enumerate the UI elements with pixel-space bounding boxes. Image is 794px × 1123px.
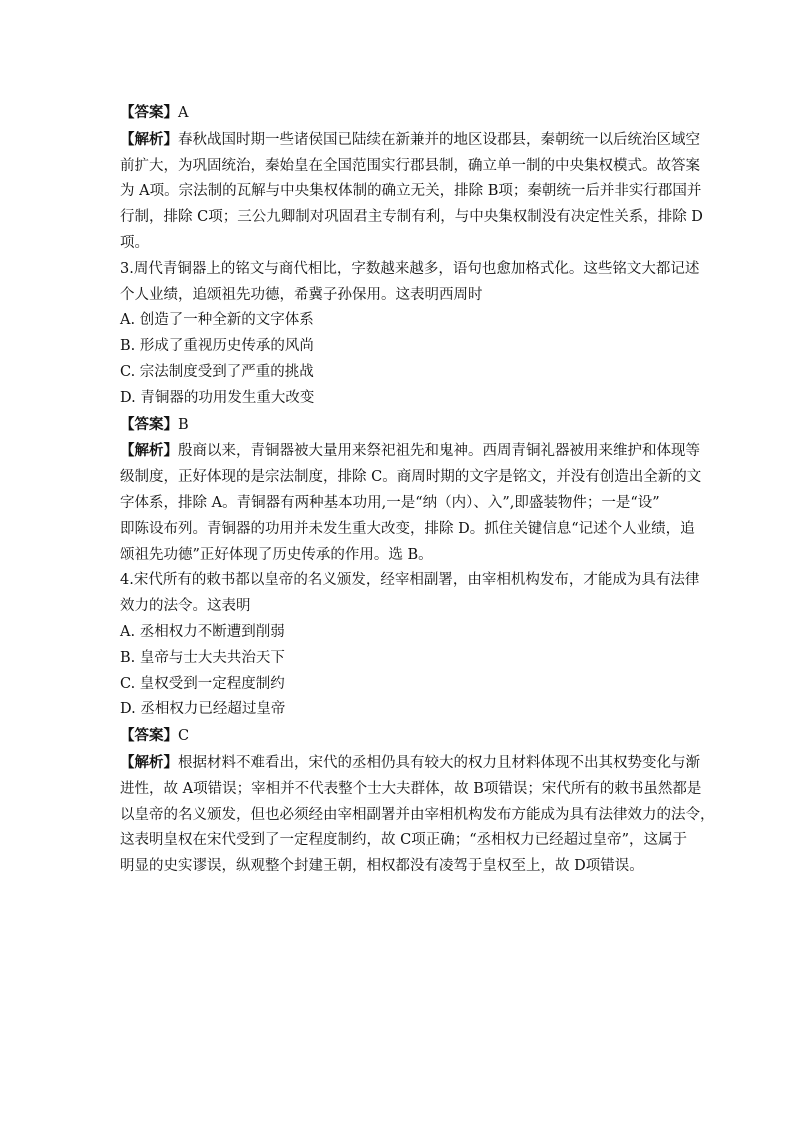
question-text: 个人业绩，追颂祖先功德，希冀子孙保用。这表明西周时 [120,286,483,303]
analysis-text: 进性，故 A项错误；宰相并不代表整个士大夫群体，故 B项错误；宋代所有的敕书虽然都是 [120,780,702,797]
analysis-tag: 【解析】 [120,130,178,148]
document-page [120,100,715,880]
question-text: 4.宋代所有的敕书都以皇帝的名义颁发，经宰相副署，由宰相机构发布，才能成为具有法律 [120,572,700,589]
answer-tag: 【答案】 [120,727,178,745]
answer-value: B [178,416,189,433]
analysis-text: 根据材料不难看出，宋代的丞相仍具有较大的权力且材料体现不出其权势变化与渐 [178,754,700,771]
analysis-text: 春秋战国时期一些诸侯国已陆续在新兼并的地区设郡县，秦朝统一以后统治区域空 [178,131,700,148]
option-a: A. 丞相权力不断遭到削弱 [120,623,285,640]
analysis-text: 行制，排除 C项；三公九卿制对巩固君主专制有利，与中央集权制没有决定性关系，排除 D [120,209,703,226]
analysis-line [120,750,700,777]
option-d: D. 青铜器的功用发生重大改变 [120,389,315,406]
analysis-text: 这表明皇权在宋代受到了一定程度制约，故 C项正确；“丞相权力已经超过皇帝”，这属于 [120,832,688,849]
analysis-text: 字体系，排除 A。青铜器有两种基本功用,一是“纳（内）、入”,即盛装物件；一是“设” [120,494,660,511]
answer-tag: 【答案】 [120,415,178,433]
answer-tag: 【答案】 [120,104,178,121]
analysis-text: 以皇帝的名义颁发，但也必须经由宰相副署并由宰相机构发布方能成为具有法律效力的法令， [120,806,715,823]
question-text: 效力的法令。这表明 [120,598,251,615]
question-text: 3.周代青铜器上的铭文与商代相比，字数越来越多，语句也愈加格式化。这些铭文大都记述 [120,260,700,277]
option-c: C. 皇权受到一定程度制约 [120,675,285,692]
answer-value: A [178,105,189,121]
option-d: D. 丞相权力已经超过皇帝 [120,701,286,718]
analysis-text: 为 A项。宗法制的瓦解与中央集权体制的确立无关，排除 B项；秦朝统一后并非实行郡国并 [120,183,702,200]
analysis-text: 颂祖先功德”正好体现了历史传承的作用。选 B。 [120,546,433,563]
analysis-text: 前扩大，为巩固统治，秦始皇在全国范围实行郡县制，确立单一制的中央集权模式。故答案 [120,157,700,174]
option-b: B. 皇帝与士大夫共治天下 [120,649,285,666]
analysis-text: 项。 [120,234,149,251]
option-a: A. 创造了一种全新的文字体系 [120,312,314,329]
option-b: B. 形成了重视历史传承的风尚 [120,338,314,355]
analysis-line [120,127,700,154]
analysis-tag: 【解析】 [120,442,178,460]
analysis-text: 明显的史实谬误，纵观整个封建王朝，相权都没有凌驾于皇权至上，故 D项错误。 [120,858,644,875]
analysis-text: 级制度，正好体现的是宗法制度，排除 C。商周时期的文字是铭文，并没有创造出全新的文 [120,469,702,486]
analysis-text: 即陈设布列。青铜器的功用并未发生重大改变，排除 D。抓住关键信息“记述个人业绩，追 [120,520,695,537]
answer-line [120,412,680,439]
analysis-line [120,438,700,465]
analysis-tag: 【解析】 [120,753,178,771]
answer-line [120,100,680,127]
option-c: C. 宗法制度受到了严重的挑战 [120,363,314,380]
analysis-text: 殷商以来，青铜器被大量用来祭祀祖先和鬼神。西周青铜礼器被用来维护和体现等 [178,443,700,460]
answer-value: C [178,728,190,745]
answer-line [120,723,680,750]
